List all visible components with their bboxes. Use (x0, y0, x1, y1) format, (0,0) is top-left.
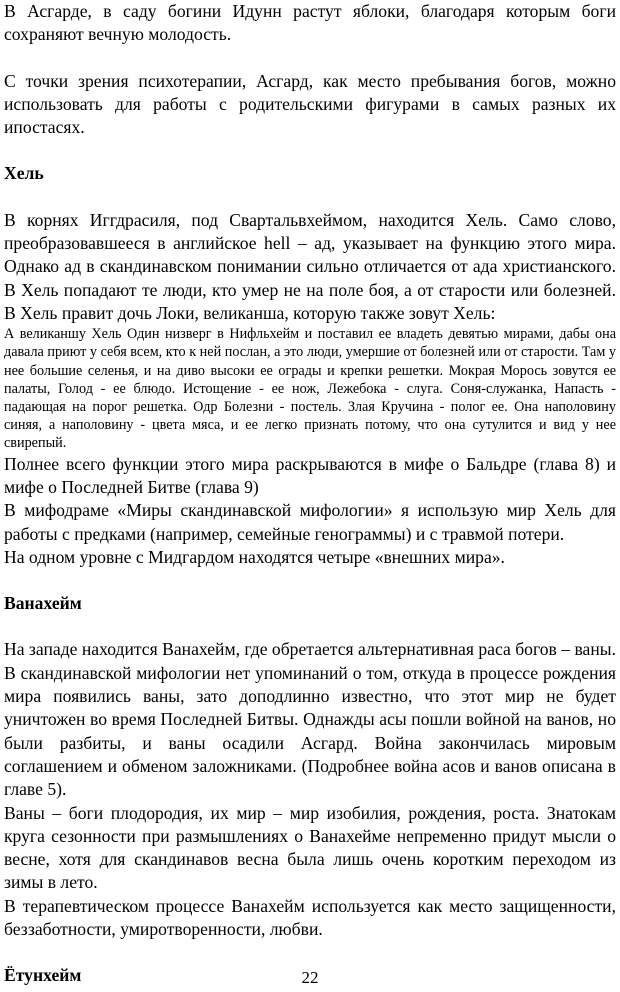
heading-vanaheim: Ванахейм (4, 593, 82, 614)
paragraph-hel-myth: Полнее всего функции этого мира раскрываются в мифе о Бальдре (глава 8) и мифе о Последней Битве (глава 9) (4, 453, 616, 497)
paragraph-hel-mythodrama: В мифодраме «Миры скандинавской мифологии» я использую мир Хель для работы с предками (например, семейные генограммы) и с травмой потери. (4, 500, 616, 544)
paragraph-asgard-therapy: С точки зрения психотерапии, Асгард, как место пребывания богов, можно использовать для работы с родительскими фигурами в самых разных их ипостасях. (4, 70, 616, 138)
paragraph-hel-intro: В корнях Иггдрасиля, под Свартальвхеймом, находится Хель. Само слово, преобразовавшееся в английское hell – ад, указывает на функцию этого мира. Однако ад в скандинавском понимании сильно отличается от ада христианского. В Хель попадают те люди, кто умер не на поле боя, а от старости или болезней. В Хель правит дочь Локи, великанша, которую также зовут Хель: (4, 209, 616, 323)
paragraph-vanaheim-therapy: В терапевтическом процессе Ванахейм используется как место защищенности, беззаботности, умиротворенности, любви. (4, 895, 616, 940)
spacer (4, 941, 616, 964)
paragraph-vanaheim-intro: На западе находится Ванахейм, где обретается альтернативная раса богов – ваны. В скандинавской мифологии нет упоминаний о том, откуда в процессе рождения мира появились ваны, зато доподлинно известно, что этот мир не будет уничтожен во время Последней Битвы. Однажды асы пошли войной на ванов, но были разбиты, и ваны осадили Асгард. Война закончилась мировым соглашением и обменом заложниками. (Подробнее война асов и ванов описана в главе 5). (4, 639, 616, 800)
spacer (4, 186, 616, 209)
spacer (4, 47, 616, 70)
spacer (4, 615, 616, 638)
document-page (4, 0, 616, 988)
quote-hel: А великаншу Хель Один низверг в Нифльхейм и поставил ее владеть девятью мирами, дабы она давала приют у себя всем, кто к ней послан, а это люди, умершие от болезней или от старости. Там у нее большие селенья, и на диво высоки ее ограды и крепки решетки. Мокрая Морось зовутся ее палаты, Голод - ее блюдо. Истощение - ее нож, Лежебока - слуга. Соня-служанка, Напасть - падающая на порог решетка. Одр Болезни - постель. Злая Кручина - полог ее. Она наполовину синяя, а наполовину - цвета мяса, и ее легко признать потому, что она сутулится и вид у нее свирепый. (4, 326, 616, 452)
paragraph-outer-worlds: На одном уровне с Мидгардом находятся четыре «внешних мира». (4, 546, 505, 567)
heading-jotunheim: Ётунхейм (4, 965, 82, 986)
paragraph-asgard-apples: В Асгарде, в саду богини Идунн растут яблоки, благодаря которым боги сохраняют вечную молодость. (4, 1, 616, 45)
heading-hel: Хель (4, 163, 44, 184)
spacer (4, 139, 616, 162)
page-number: 22 (301, 968, 319, 987)
spacer (4, 569, 616, 592)
paragraph-vanaheim-gods: Ваны – боги плодородия, их мир – мир изобилия, рождения, роста. Знатокам круга сезонности при размышлениях о Ванахейме непременно придут мысли о весне, хотя для скандинавов весна была лишь очень коротким переходом из зимы в лето. (4, 802, 616, 893)
